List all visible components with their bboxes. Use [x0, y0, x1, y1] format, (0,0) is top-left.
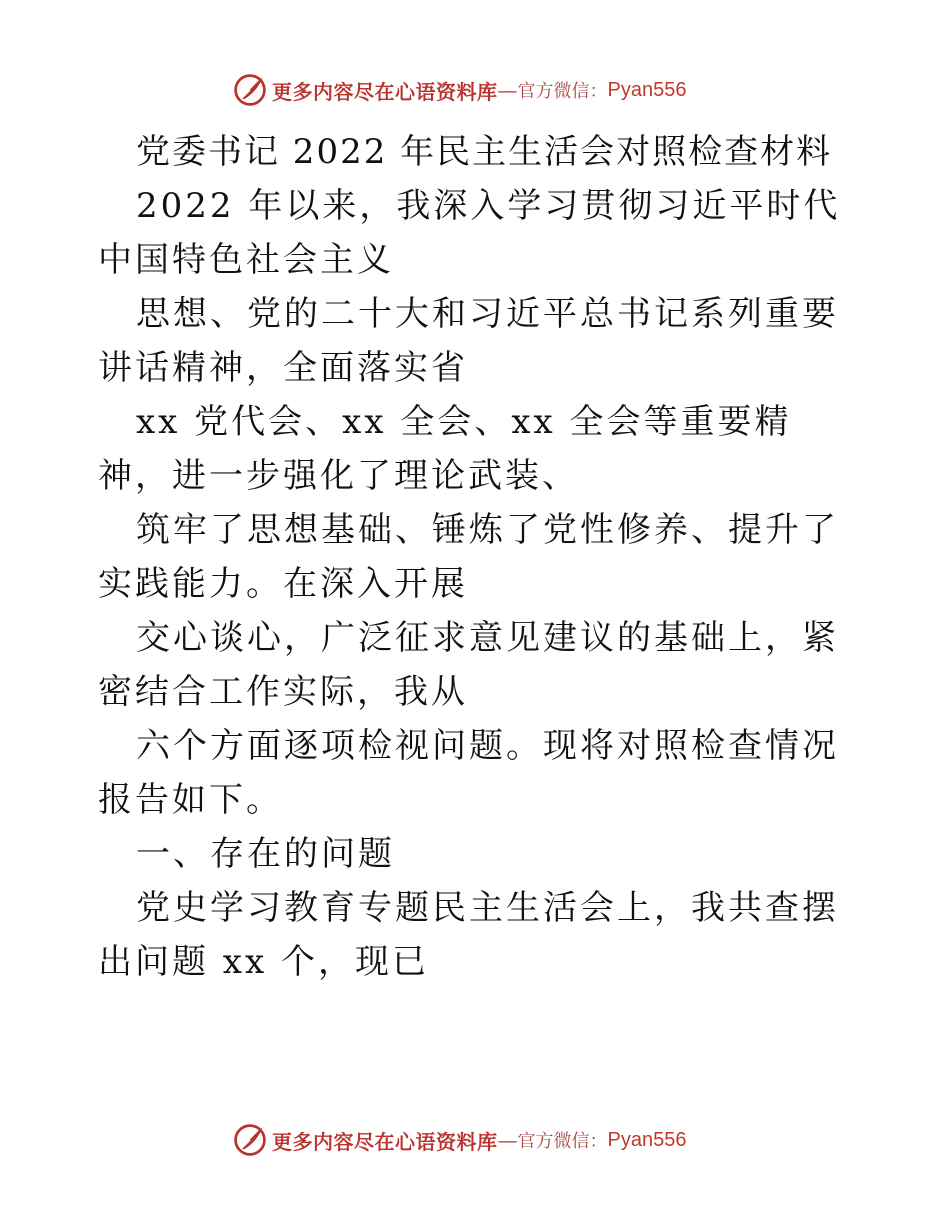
- section-heading: 一、存在的问题: [136, 834, 395, 874]
- header-banner-wechat-id: Pyan556: [607, 78, 687, 101]
- footer-banner-separator: —: [497, 1128, 518, 1152]
- paragraph: 2022 年以来，我深入学习贯彻习近平时代中国特色社会主义: [98, 186, 841, 280]
- paragraph: 党史学习教育专题民主生活会上，我共查摆出问题 xx 个，现已: [98, 888, 839, 982]
- paragraph: 思想、党的二十大和习近平总书记系列重要讲话精神，全面落实省: [98, 294, 839, 388]
- header-banner-separator: —: [497, 78, 518, 102]
- paragraph: 交心谈心，广泛征求意见建议的基础上，紧密结合工作实际，我从: [98, 618, 839, 712]
- paragraph: xx 党代会、xx 全会、xx 全会等重要精神，进一步强化了理论武装、: [98, 402, 792, 496]
- document-body: [98, 125, 854, 989]
- header-banner-wechat-label: 官方微信：: [517, 81, 608, 102]
- footer-banner-wechat-label: 官方微信：: [517, 1131, 608, 1152]
- footer-banner-title: 更多内容尽在心语资料库: [272, 1129, 498, 1154]
- footer-banner: [232, 1120, 686, 1160]
- quill-pen-logo-icon: [232, 72, 268, 108]
- quill-pen-logo-icon: [232, 1122, 268, 1158]
- header-banner: [232, 70, 686, 110]
- document-title: 党委书记 2022 年民主生活会对照检查材料: [136, 132, 833, 172]
- paragraph: 筑牢了思想基础、锤炼了党性修养、提升了实践能力。在深入开展: [98, 510, 839, 604]
- header-banner-title: 更多内容尽在心语资料库: [272, 79, 498, 104]
- paragraph: 六个方面逐项检视问题。现将对照检查情况报告如下。: [98, 726, 839, 820]
- footer-banner-wechat-id: Pyan556: [607, 1128, 687, 1151]
